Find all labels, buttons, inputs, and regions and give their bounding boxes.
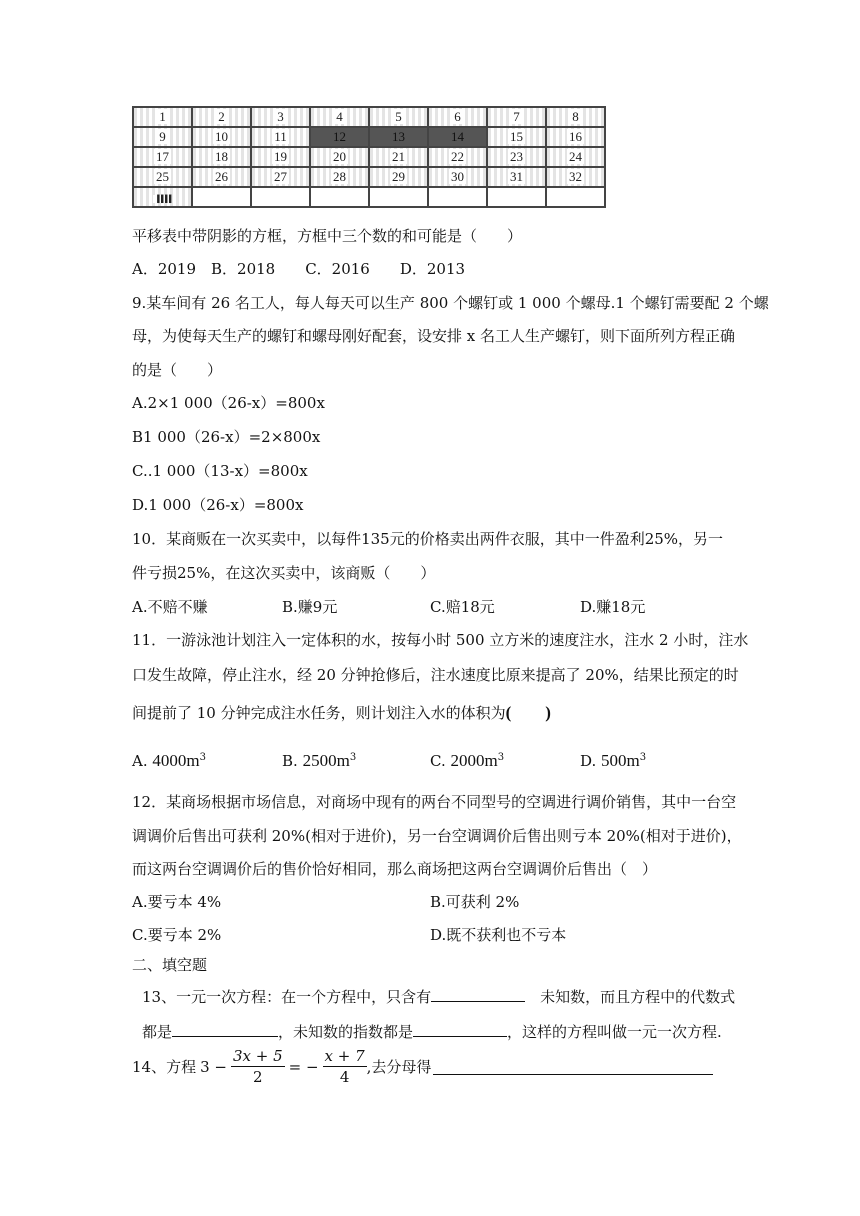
grid-cell [192, 167, 251, 187]
q14-answer-blank[interactable] [433, 1058, 713, 1075]
grid-cell-number: 10 [215, 129, 228, 144]
grid-cell [192, 127, 251, 147]
grid-cell [192, 107, 251, 127]
grid-cell [428, 107, 487, 127]
q11-line1: 11．一游泳池计划注入一定体积的水，按每小时 500 立方米的速度注水，注水 2 小时，注水 [132, 631, 749, 649]
grid-cell [428, 127, 487, 147]
grid-cell-number: 11 [274, 129, 287, 144]
grid-cell [133, 147, 192, 167]
q10-option-d: D.赚18元 [580, 598, 646, 616]
grid-cell-number: 7 [513, 109, 520, 124]
grid-cell-number [338, 189, 342, 204]
grid-cell-number: 6 [454, 109, 461, 124]
q8-stem: 平移表中带阴影的方框，方框中三个数的和可能是（ ） [132, 227, 523, 245]
grid-cell [546, 187, 605, 207]
q13-blank-3[interactable] [413, 1020, 507, 1037]
grid-cell-number: 18 [215, 149, 228, 164]
grid-cell-number: 9 [159, 129, 166, 144]
grid-cell [487, 187, 546, 207]
grid-cell-number: 12 [333, 129, 346, 144]
grid-cell-number [456, 189, 460, 204]
q10-line1: 10．某商贩在一次买卖中，以每件135元的价格卖出两件衣服，其中一件盈利25%，另一 [132, 530, 724, 548]
grid-cell-number: 3 [277, 109, 284, 124]
grid-cell [369, 167, 428, 187]
grid-cell [310, 167, 369, 187]
grid-cell [310, 107, 369, 127]
q12-option-a: A.要亏本 4% [132, 893, 222, 911]
grid-cell [546, 127, 605, 147]
grid-cell-number [220, 189, 224, 204]
grid-cell-number: 30 [451, 169, 464, 184]
q13-blank-2[interactable] [172, 1020, 278, 1037]
q9-line3: 的是（ ） [132, 361, 223, 379]
grid-cell-number [574, 189, 578, 204]
grid-cell-number: 21 [392, 149, 405, 164]
q11-line3 [132, 703, 551, 723]
q10-option-a: A.不赔不赚 [132, 598, 208, 616]
q11-option-c: C. $2000m^3$ [430, 751, 505, 770]
section-heading-fill-in: 二、填空题 [132, 956, 208, 974]
grid-cell-number: 31 [510, 169, 523, 184]
grid-cell-number: 29 [392, 169, 405, 184]
grid-cell [487, 167, 546, 187]
grid-cell-number: 26 [215, 169, 228, 184]
q14-line: 14、方程 3 − $\frac{3x + 5}{2}$ = − $\frac{x + 7}{4}$ ,去分母得 [132, 1046, 713, 1087]
q13-line2: 都是 ，未知数的指数都是 ，这样的方程叫做一元一次方程. [142, 1020, 722, 1042]
grid-cell-number: 8 [572, 109, 579, 124]
q9-option-c: C..1 000（13-x）=800x [132, 462, 308, 480]
grid-cell [546, 147, 605, 167]
grid-cell [428, 167, 487, 187]
grid-cell [192, 147, 251, 167]
q12-line3: 而这两台空调调价后的售价恰好相同，那么商场把这两台空调调价后售出（ ） [132, 860, 658, 878]
q14-fraction-2: $\frac{x + 7}{4}$ [324, 1047, 365, 1086]
grid-cell [310, 187, 369, 207]
q13-line1: 13、一元一次方程：在一个方程中，只含有 未知数，而且方程中的代数式 [142, 985, 735, 1007]
grid-cell-number: 16 [569, 129, 582, 144]
grid-cell [192, 187, 251, 207]
grid-cell-number: 2 [218, 109, 225, 124]
grid-cell [251, 187, 310, 207]
q10-line2: 件亏损25%，在这次买卖中，该商贩（ ） [132, 564, 436, 582]
grid-cell-number [279, 189, 283, 204]
q12-option-c: C.要亏本 2% [132, 926, 222, 944]
q9-line2: 母，为使每天生产的螺钉和螺母刚好配套，设安排 x 名工人生产螺钉，则下面所列方程正确 [132, 327, 735, 345]
grid-cell-number: 19 [274, 149, 287, 164]
q12-option-b: B.可获利 2% [430, 893, 520, 911]
q14-fraction-1: $\frac{3x + 5}{2}$ [232, 1047, 283, 1086]
q11-option-b: B. $2500m^3$ [282, 751, 357, 770]
grid-cell-number: 14 [451, 129, 464, 144]
grid-cell-number: 25 [156, 169, 169, 184]
grid-cell-number: 28 [333, 169, 346, 184]
grid-cell [251, 147, 310, 167]
q11-answer-paren: ( ) [505, 703, 551, 722]
grid-cell-number [515, 189, 519, 204]
grid-cell [133, 167, 192, 187]
grid-cell [251, 107, 310, 127]
grid-cell-number: ▐▐▐▐ [154, 195, 171, 203]
grid-cell [310, 147, 369, 167]
grid-row [133, 127, 605, 147]
q12-line1: 12．某商场根据市场信息，对商场中现有的两台不同型号的空调进行调价销售，其中一台空 [132, 793, 737, 811]
q12-line2: 调调价后售出可获利 20%(相对于进价)，另一台空调调价后售出则亏本 20%(相对于进价)， [132, 827, 742, 845]
grid-cell-number: 27 [274, 169, 287, 184]
grid-cell [251, 127, 310, 147]
grid-cell [310, 127, 369, 147]
q11-line3-text: 间提前了 10 分钟完成注水任务，则计划注入水的体积为 [132, 704, 506, 722]
grid-cell-number: 5 [395, 109, 402, 124]
q11-option-a: A. $4000m^3$ [132, 751, 206, 770]
grid-cell [369, 107, 428, 127]
q9-option-a: A.2×1 000（26-x）=800x [132, 394, 325, 412]
grid-cell [546, 167, 605, 187]
number-grid-table [132, 106, 606, 208]
grid-cell [133, 187, 192, 207]
grid-cell-number: 24 [569, 149, 582, 164]
q11-option-d: D. $500m^3$ [580, 751, 647, 770]
grid-row [133, 187, 605, 207]
grid-cell-number: 15 [510, 129, 523, 144]
grid-cell-number: 13 [392, 129, 405, 144]
q9-option-b: B1 000（26-x）=2×800x [132, 428, 321, 446]
grid-cell [487, 127, 546, 147]
grid-cell [133, 107, 192, 127]
grid-cell-number: 22 [451, 149, 464, 164]
grid-cell-number: 20 [333, 149, 346, 164]
grid-cell [428, 187, 487, 207]
q12-option-d: D.既不获利也不亏本 [430, 926, 567, 944]
q9-option-d: D.1 000（26-x）=800x [132, 496, 304, 514]
grid-cell [369, 187, 428, 207]
grid-cell-number: 4 [336, 109, 343, 124]
grid-cell [369, 127, 428, 147]
q9-line1: 9.某车间有 26 名工人，每人每天可以生产 800 个螺钉或 1 000 个螺母.1 个螺钉需要配 2 个螺 [132, 294, 769, 312]
grid-cell [546, 107, 605, 127]
q13-blank-1[interactable] [431, 985, 525, 1002]
grid-cell [369, 147, 428, 167]
grid-row [133, 167, 605, 187]
q10-option-c: C.赔18元 [430, 598, 495, 616]
grid-cell [487, 107, 546, 127]
grid-cell-number: 32 [569, 169, 582, 184]
grid-cell [251, 167, 310, 187]
grid-cell [133, 127, 192, 147]
grid-cell [487, 147, 546, 167]
grid-cell-number: 1 [159, 109, 166, 124]
grid-cell [428, 147, 487, 167]
grid-cell-number [397, 189, 401, 204]
q8-options: A．2019 B．2018 C．2016 D．2013 [132, 260, 466, 278]
grid-cell-number: 23 [510, 149, 523, 164]
grid-cell-number: 17 [156, 149, 169, 164]
q11-line2: 口发生故障，停止注水，经 20 分钟抢修后，注水速度比原来提高了 20%，结果比预定的时 [132, 666, 739, 684]
q10-option-b: B.赚9元 [282, 598, 338, 616]
grid-row [133, 147, 605, 167]
grid-row [133, 107, 605, 127]
